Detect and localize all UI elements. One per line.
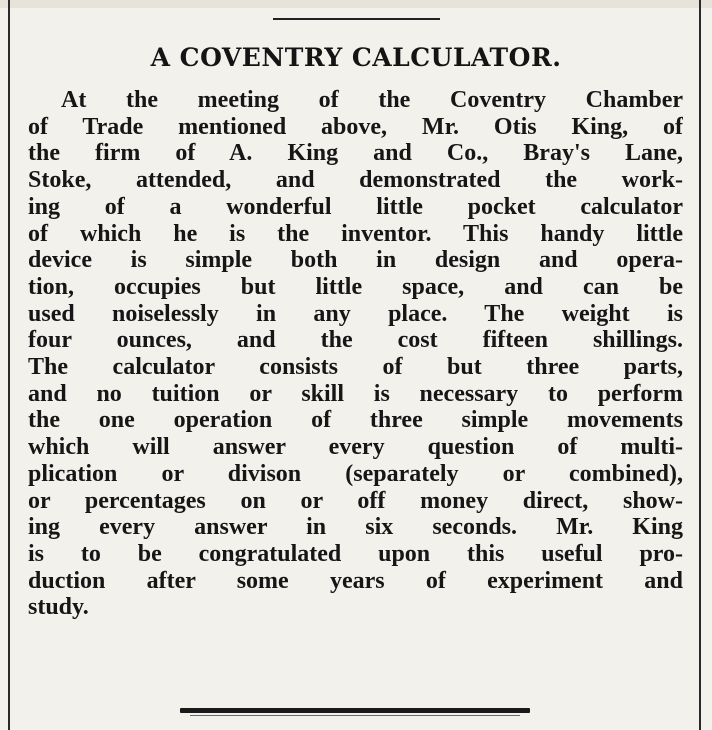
article-line: At the meeting of the Coventry Chamber: [61, 87, 683, 113]
article-line: Stoke, attended, and demonstrated the work-: [28, 167, 683, 194]
article-line: plication or divison (separately or combined),: [28, 460, 683, 487]
top-divider-rule: [273, 18, 440, 20]
article-line: ing every answer in six seconds. Mr. King: [28, 514, 683, 541]
article-line: tion, occupies but little space, and can be: [28, 273, 683, 300]
article-headline: A COVENTRY CALCULATOR.: [150, 43, 562, 72]
article-line: and no tuition or skill is necessary to perform: [28, 380, 683, 407]
article-line: used noiselessly in any place. The weight is: [28, 300, 683, 327]
bottom-divider-rule: [180, 708, 530, 713]
right-column-rule: [699, 0, 701, 730]
article-line: which will answer every question of multi-: [28, 434, 683, 461]
previous-article-edge: [0, 0, 712, 8]
article-line: the firm of A. King and Co., Bray's Lane,: [28, 140, 683, 167]
article-line: study.: [28, 594, 89, 621]
article-line: of which he is the inventor. This handy little: [28, 220, 683, 247]
article-line: four ounces, and the cost fifteen shillings.: [28, 327, 683, 354]
article-body: [28, 87, 683, 621]
article-line: duction after some years of experiment and: [28, 567, 683, 594]
bottom-divider-shadow: [190, 715, 520, 716]
article-line: device is simple both in design and opera-: [28, 247, 683, 274]
article-line: the one operation of three simple movements: [28, 407, 683, 434]
article-line: is to be congratulated upon this useful pro-: [28, 540, 683, 567]
article-line: of Trade mentioned above, Mr. Otis King, of: [28, 113, 683, 140]
article-line: ing of a wonderful little pocket calculator: [28, 193, 683, 220]
left-column-rule: [8, 0, 10, 730]
article-line: The calculator consists of but three parts,: [28, 354, 683, 381]
article-line: or percentages on or off money direct, show-: [28, 487, 683, 514]
